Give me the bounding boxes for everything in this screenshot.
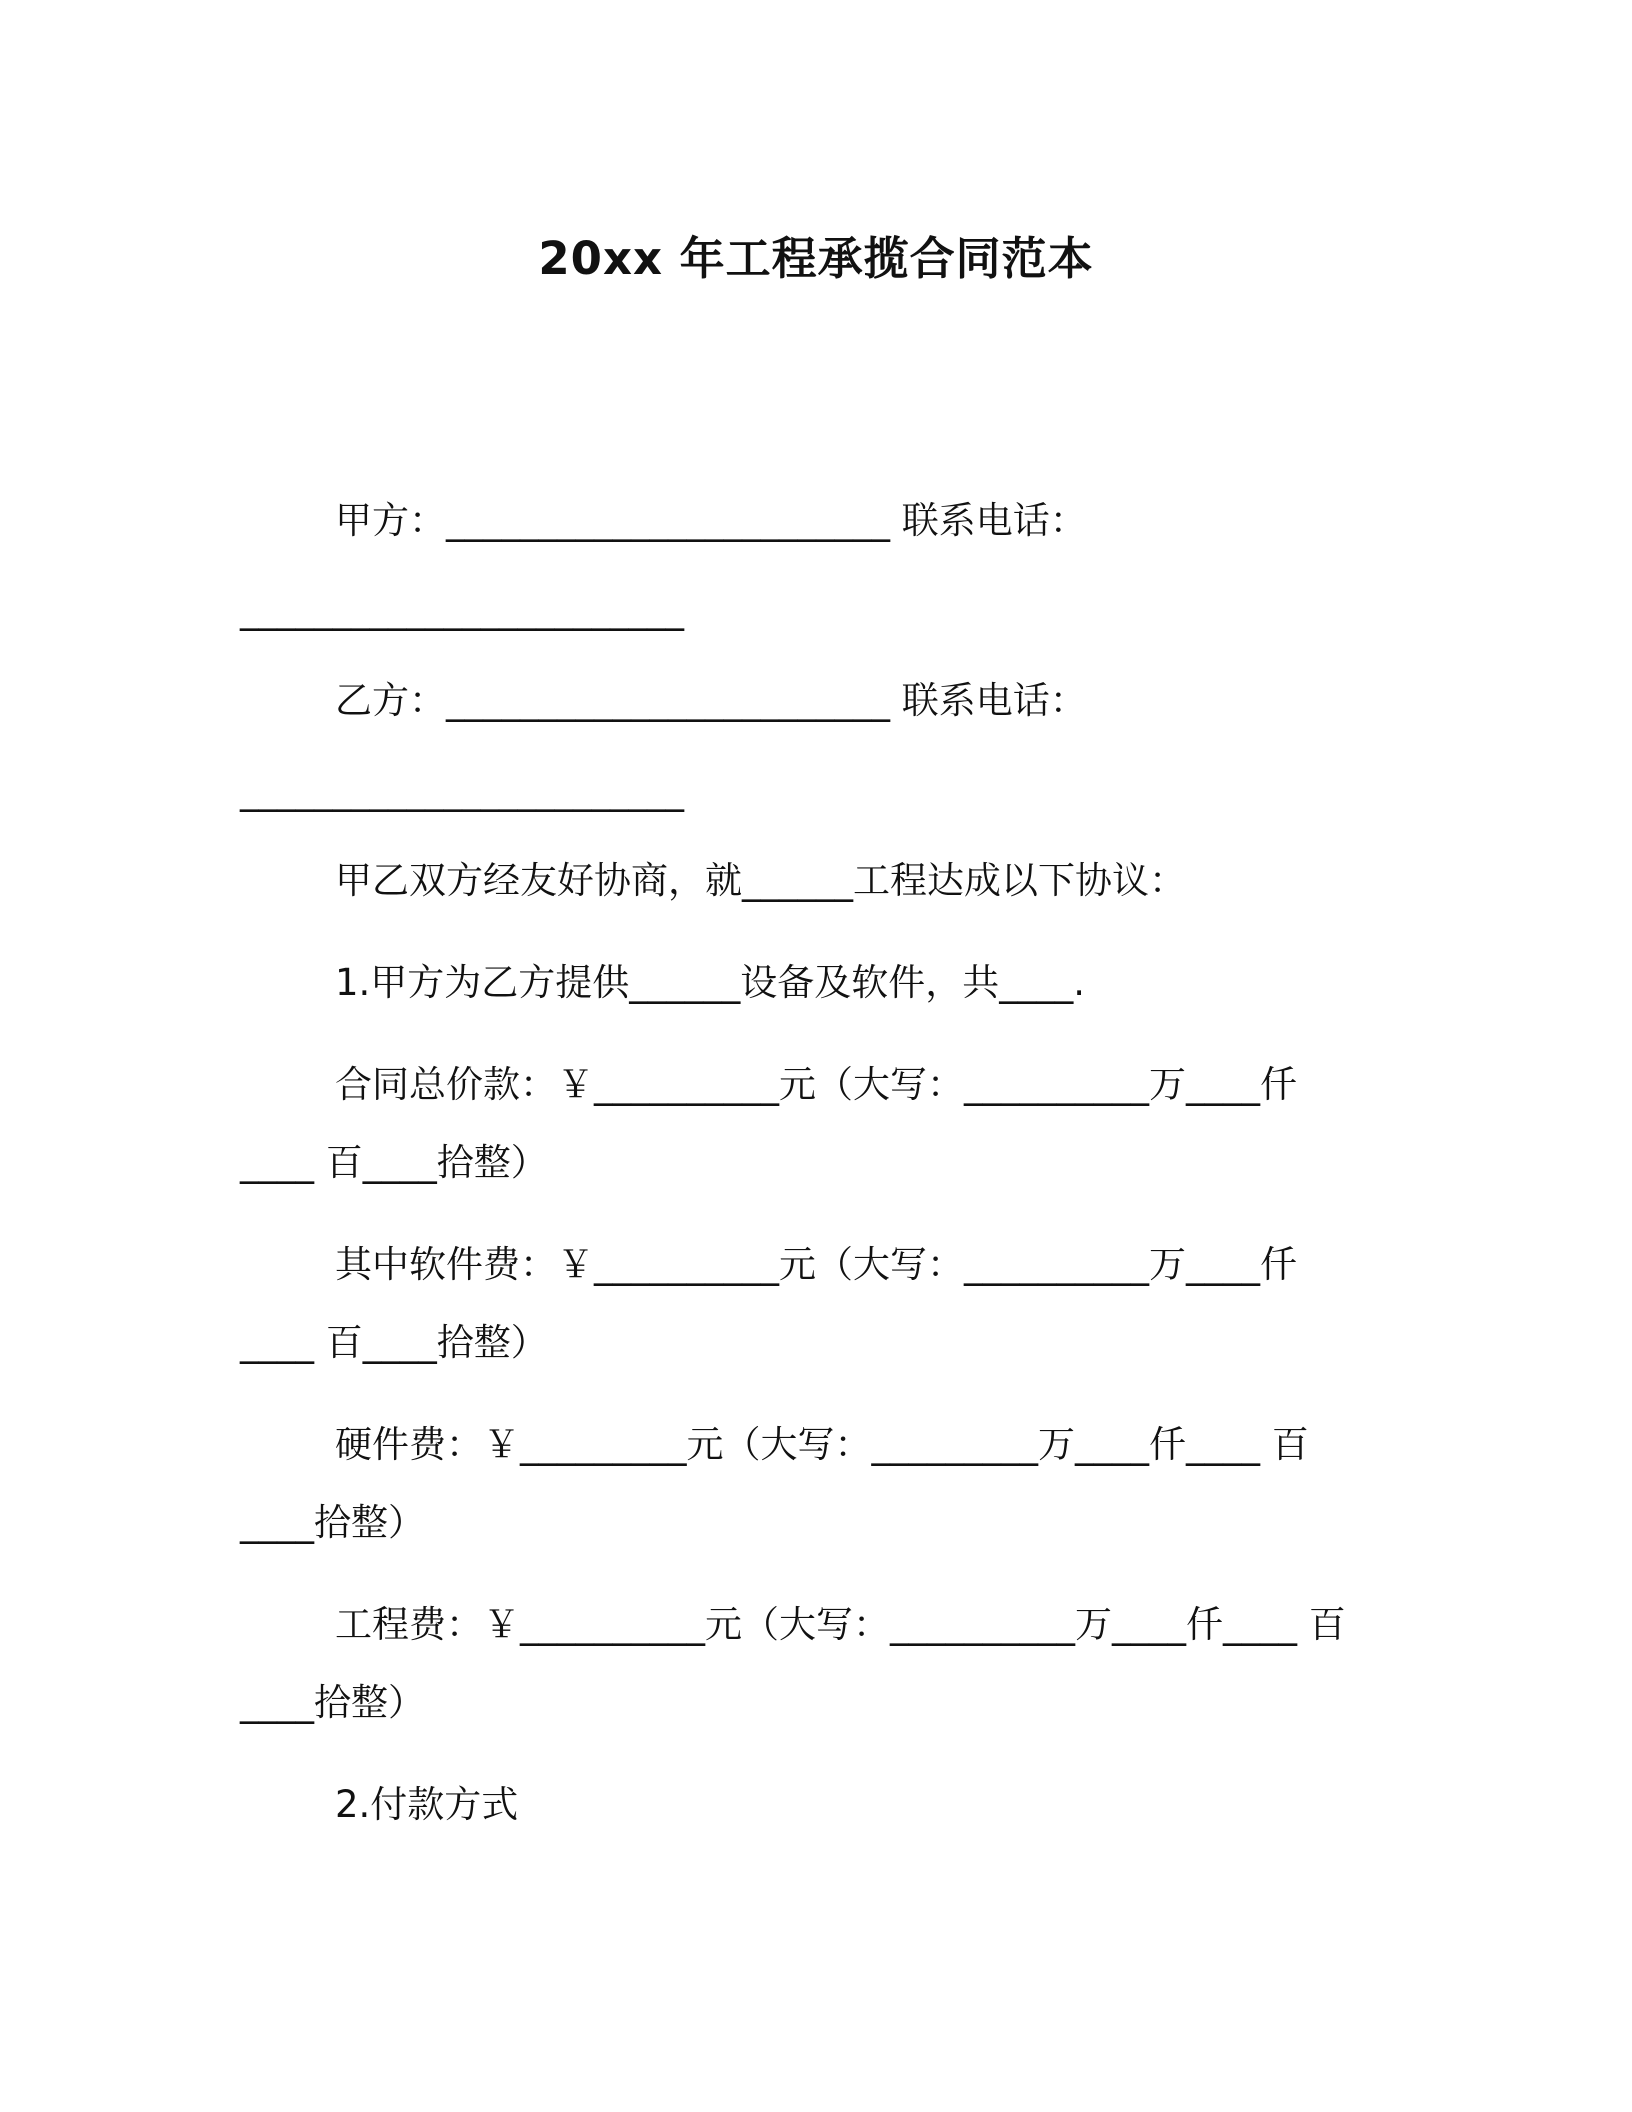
party-b-line: 乙方：________________________ 联系电话： <box>335 679 1087 722</box>
clause-2-heading: 2.付款方式 <box>335 1783 519 1826</box>
clause-1: 1.甲方为乙方提供______设备及软件，共____. <box>335 961 1086 1004</box>
party-a-phone-blank: ________________________ <box>240 588 684 631</box>
total-price-line: 合同总价款：￥__________元（大写：__________万____仟 <box>335 1063 1297 1106</box>
engineering-fee-line: 工程费：￥__________元（大写：__________万____仟____ 百 <box>335 1603 1346 1646</box>
agreement-intro: 甲乙双方经友好协商，就______工程达成以下协议： <box>335 859 1186 902</box>
hardware-fee-cont: ____拾整） <box>240 1501 425 1544</box>
document-title: 20xx 年工程承揽合同范本 <box>538 232 1094 285</box>
hardware-fee-line: 硬件费：￥_________元（大写：_________万____仟____ 百 <box>335 1423 1309 1466</box>
total-price-cont: ____ 百____拾整） <box>240 1141 548 1184</box>
party-b-phone-blank: ________________________ <box>240 769 684 812</box>
engineering-fee-cont: ____拾整） <box>240 1681 425 1724</box>
party-a-line: 甲方：________________________ 联系电话： <box>335 499 1087 542</box>
software-fee-cont: ____ 百____拾整） <box>240 1321 548 1364</box>
software-fee-line: 其中软件费：￥__________元（大写：__________万____仟 <box>335 1243 1297 1286</box>
